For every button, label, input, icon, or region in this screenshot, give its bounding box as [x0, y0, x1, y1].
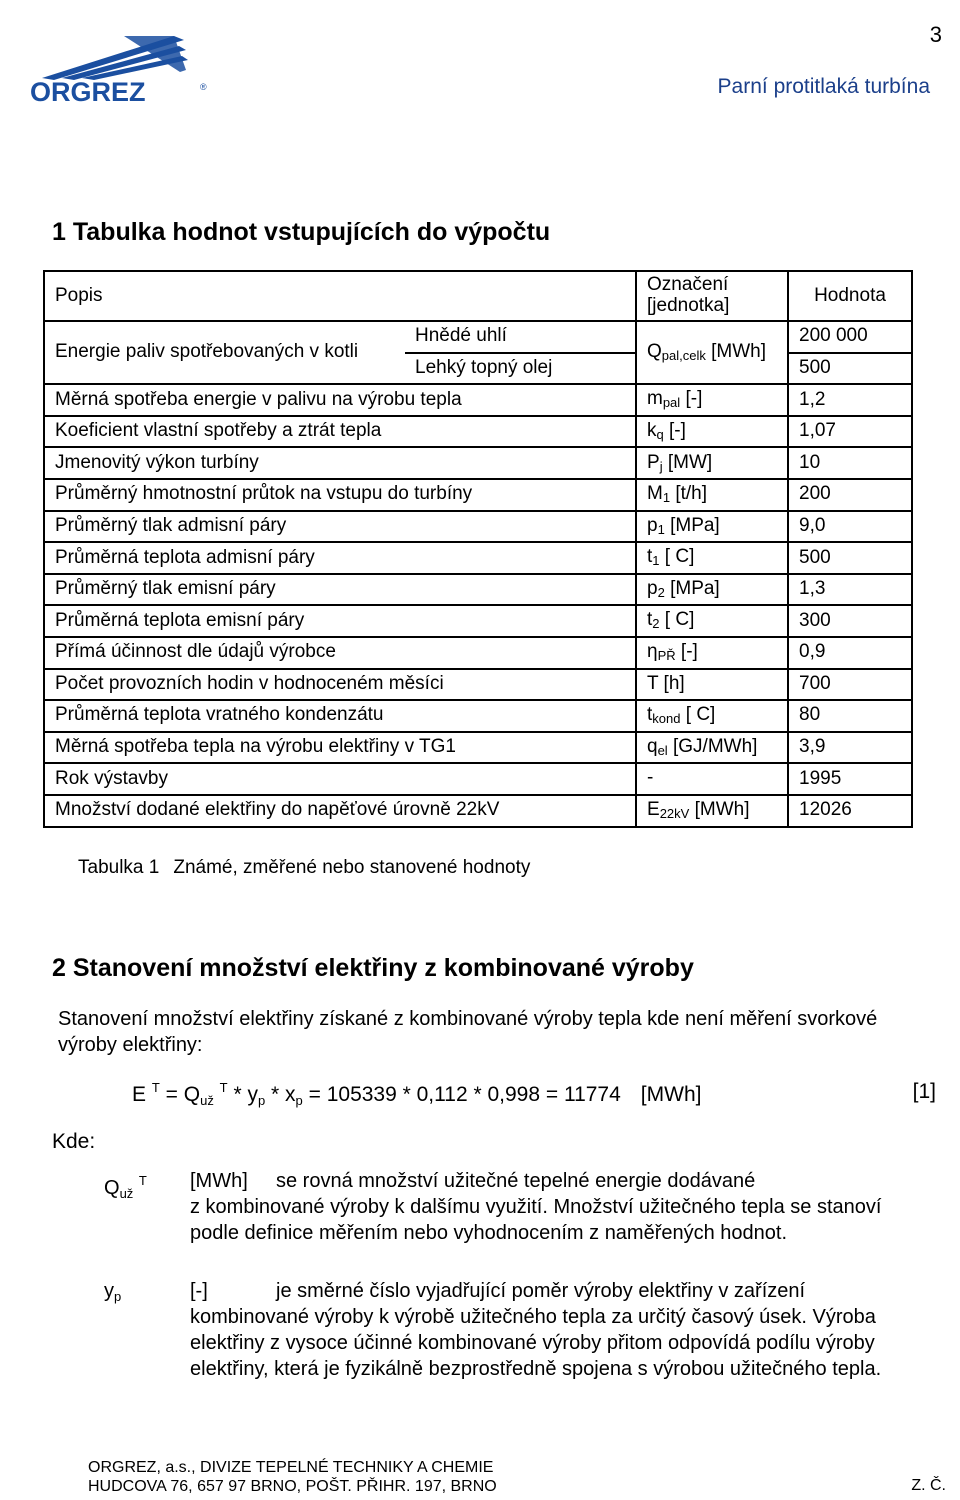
row-designation: $E_{22kV}$ [MWh]	[636, 795, 788, 827]
table-row	[44, 574, 912, 606]
row-value: 3,9	[788, 732, 912, 764]
table-row	[44, 763, 912, 795]
row-designation: $m_{pal}$ [-]	[636, 384, 788, 416]
row-designation: $t_{kond}$ [ C]	[636, 700, 788, 732]
row-value: 12026	[788, 795, 912, 827]
row-value: 0,9	[788, 637, 912, 669]
table-row	[44, 511, 912, 543]
logo-registered-mark: ®	[200, 82, 207, 92]
table-row	[44, 479, 912, 511]
header-description: Popis	[44, 271, 636, 321]
header-designation: Označení [jednotka]	[636, 271, 788, 321]
document-header-title: Parní protitlaká turbína	[717, 75, 930, 98]
page-number: 3	[929, 22, 942, 47]
row-description: Průměrný tlak admisní páry	[44, 511, 636, 543]
row-designation: $p_2$ [MPa]	[636, 574, 788, 606]
row-description: Měrná spotřeba tepla na výrobu elektřiny v TG1	[44, 732, 636, 764]
row-designation: $t_2$ [ C]	[636, 605, 788, 637]
definition-symbol-y: $y_p$	[104, 1280, 122, 1304]
table-row	[44, 700, 912, 732]
row-description: Měrná spotřeba energie v palivu na výrobu tepla	[44, 384, 636, 416]
table-caption	[78, 857, 530, 879]
table-row	[44, 542, 912, 574]
row-value: 200	[788, 479, 912, 511]
where-label: Kde:	[52, 1130, 96, 1153]
table-row	[44, 795, 912, 827]
table-row	[44, 384, 912, 416]
row-value: 500	[788, 542, 912, 574]
row-value: 9,0	[788, 511, 912, 543]
fuel-light-oil: Lehký topný olej	[405, 353, 636, 385]
row-description: Průměrný hmotnostní průtok na vstupu do turbíny	[44, 479, 636, 511]
row-value: 1,3	[788, 574, 912, 606]
row-designation: $p_1$ [MPa]	[636, 511, 788, 543]
row-designation: $Q_{pal,celk}$ [MWh]	[636, 321, 788, 384]
row-description: Přímá účinnost dle údajů výrobce	[44, 637, 636, 669]
header-value: Hodnota	[788, 271, 912, 321]
equation-number: [1]	[912, 1080, 936, 1103]
row-designation: T [h]	[636, 669, 788, 701]
table-row	[44, 321, 912, 353]
table-row	[44, 669, 912, 701]
intro-paragraph: Stanovení množství elektřiny získané z kombinované výroby tepla kde není měření svorkové výroby elektřiny:	[58, 1008, 878, 1056]
definition-symbol-q: $Q_{už}$ $^T$	[104, 1173, 147, 1201]
row-value: 700	[788, 669, 912, 701]
table-row	[44, 732, 912, 764]
definition-q-text: [MWh] se rovná množství užitečné tepelné energie dodávané z kombinované výroby k dalšímu využití. Množství užitečného tepla se stanoví podle definice měřením nebo vyhodnocením z naměřených hodnot.	[190, 1170, 882, 1244]
table-row	[44, 416, 912, 448]
row-value: 200 000	[788, 321, 912, 353]
row-description: Množství dodané elektřiny do napěťové úrovně 22kV	[44, 795, 636, 827]
row-designation: -	[636, 763, 788, 795]
row-designation: $P_j$ [MW]	[636, 447, 788, 479]
row-description: Rok výstavby	[44, 763, 636, 795]
row-value: 1,2	[788, 384, 912, 416]
row-description: Počet provozních hodin v hodnoceném měsíci	[44, 669, 636, 701]
row-description: Průměrná teplota admisní páry	[44, 542, 636, 574]
row-description: Průměrná teplota emisní páry	[44, 605, 636, 637]
row-description: Průměrný tlak emisní páry	[44, 574, 636, 606]
table-row	[44, 637, 912, 669]
caption-number: Tabulka 1	[78, 857, 160, 878]
section-2-heading: 2 Stanovení množství elektřiny z kombinované výroby	[52, 954, 694, 982]
footer-address: ORGREZ, a.s., DIVIZE TEPELNÉ TECHNIKY A CHEMIE HUDCOVA 76, 657 97 BRNO, POŠT. PŘIHR. 197, BRNO	[88, 1459, 497, 1495]
row-value: 300	[788, 605, 912, 637]
row-designation: $q_{el}$ [GJ/MWh]	[636, 732, 788, 764]
definition-y-text: [-] je směrné číslo vyjadřující poměr výroby elektřiny v zařízení kombinované výroby k výrobě užitečného tepla za určitý časový úsek. Výroba elektřiny z vysoce účinné kombinované výroby přitom odpovídá podílu výroby elektřiny, která je fyzikálně bezprostředně spojena s výrobou užitečného tepla.	[190, 1280, 882, 1380]
row-designation: $k_q$ [-]	[636, 416, 788, 448]
row-value: 10	[788, 447, 912, 479]
row-value: 80	[788, 700, 912, 732]
caption-text: Známé, změřené nebo stanovené hodnoty	[173, 857, 531, 878]
footer-initials: Z. Č.	[911, 1477, 946, 1494]
logo-text: ORGREZ	[30, 77, 146, 105]
row-description: Koeficient vlastní spotřeby a ztrát tepla	[44, 416, 636, 448]
formula: E $^T = Q_{už}$ $^T * y_p * x_p = 105339 * 0,112 * 0,998 = 11774$ [MWh]	[132, 1080, 702, 1108]
row-designation: $\eta_{PŘ}$ [-]	[636, 637, 788, 669]
row-designation: $M_1$ [t/h]	[636, 479, 788, 511]
orgrez-logo	[24, 30, 214, 105]
section-1-heading: 1 Tabulka hodnot vstupujících do výpočtu	[52, 218, 551, 246]
table-row	[44, 447, 912, 479]
table-row	[44, 605, 912, 637]
row-description: Energie paliv spotřebovaných v kotli	[44, 321, 405, 384]
row-value: 1995	[788, 763, 912, 795]
row-value: 1,07	[788, 416, 912, 448]
formula-unit: [MWh]	[640, 1083, 702, 1106]
row-description: Průměrná teplota vratného kondenzátu	[44, 700, 636, 732]
input-values-table	[43, 270, 913, 828]
fuel-brown-coal: Hnědé uhlí	[405, 321, 636, 353]
row-description: Jmenovitý výkon turbíny	[44, 447, 636, 479]
table-header-row	[44, 271, 912, 321]
row-designation: $t_1$ [ C]	[636, 542, 788, 574]
row-value: 500	[788, 353, 912, 385]
